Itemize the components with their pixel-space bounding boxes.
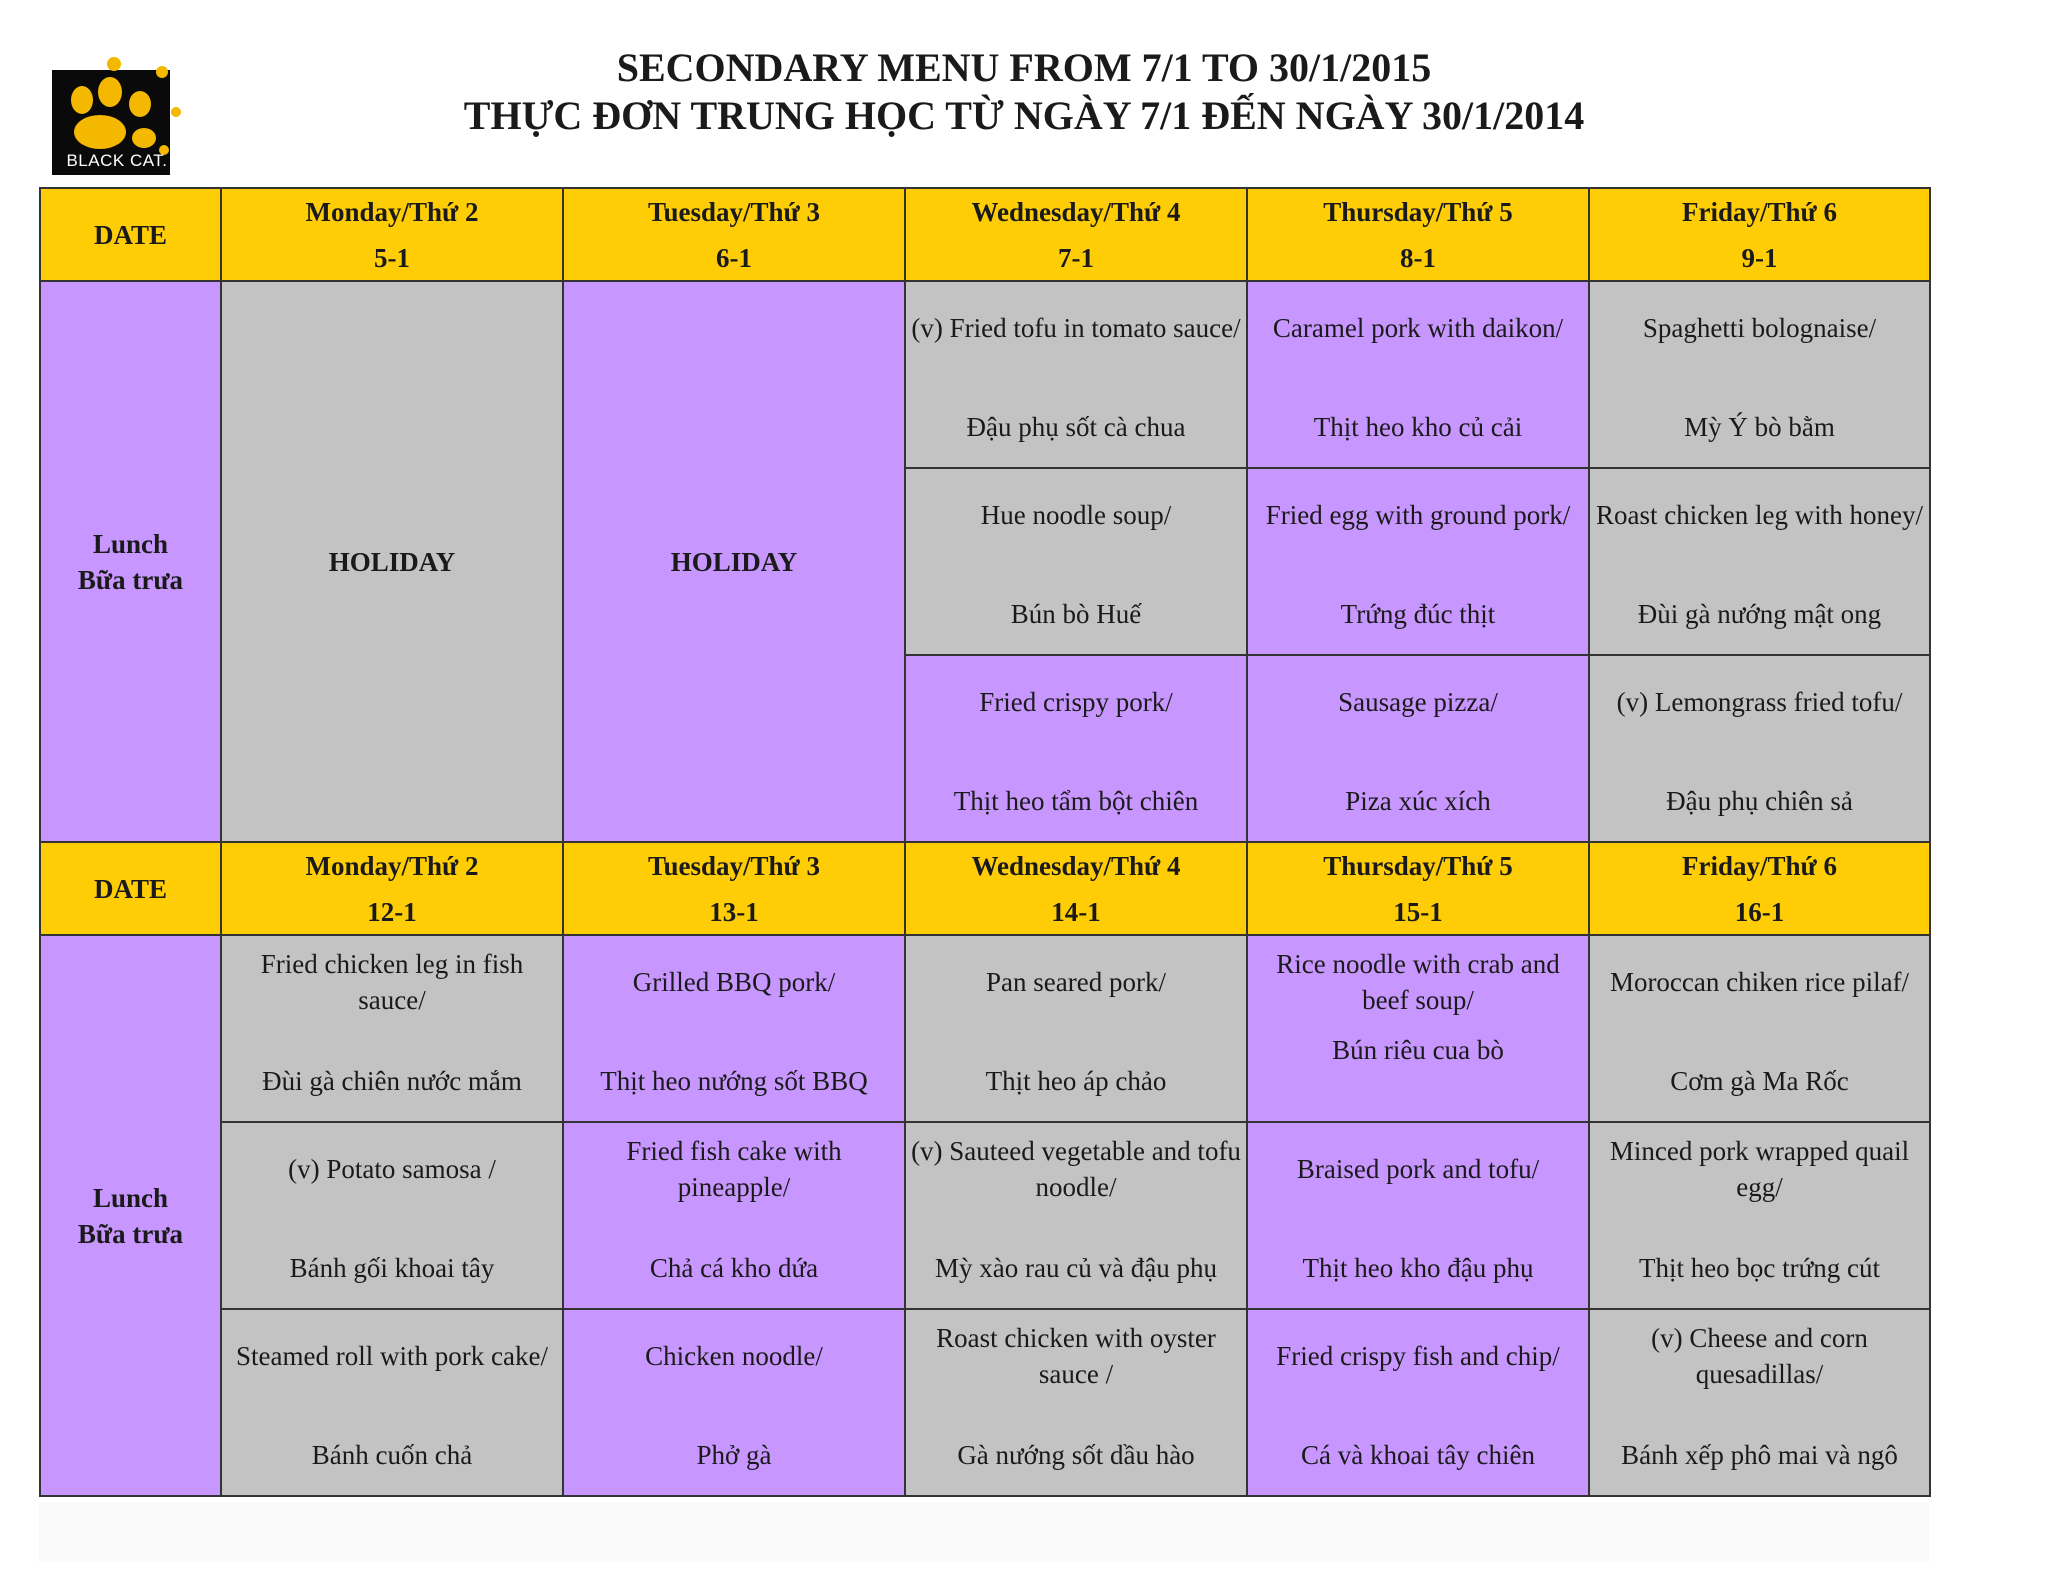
menu-cell: (v) Sauteed vegetable and tofu noodle/ Mỳ xào rau củ và đậu phụ (905, 1122, 1247, 1309)
menu-cell: Pan seared pork/ Thịt heo áp chảo (905, 935, 1247, 1122)
menu-cell: Fried crispy fish and chip/ Cá và khoai tây chiên (1247, 1309, 1589, 1496)
menu-cell: Roast chicken leg with honey/ Đùi gà nướng mật ong (1589, 468, 1930, 655)
menu-cell: Braised pork and tofu/ Thịt heo kho đậu phụ (1247, 1122, 1589, 1309)
holiday-cell: HOLIDAY (563, 281, 905, 842)
day-header-wednesday: Wednesday/Thứ 4 7-1 (905, 188, 1247, 281)
title-vietnamese: THỰC ĐƠN TRUNG HỌC TỪ NGÀY 7/1 ĐẾN NGÀY 30/1/2014 (463, 93, 1585, 138)
day-header-thursday: Thursday/Thứ 5 15-1 (1247, 842, 1589, 935)
day-header-friday: Friday/Thứ 6 9-1 (1589, 188, 1930, 281)
holiday-cell: HOLIDAY (221, 281, 563, 842)
date-label: DATE (40, 188, 221, 281)
menu-cell: Fried crispy pork/ Thịt heo tẩm bột chiên (905, 655, 1247, 842)
week2-header-row (40, 842, 1930, 935)
day-header-tuesday: Tuesday/Thứ 3 13-1 (563, 842, 905, 935)
menu-cell: Spaghetti bolognaise/ Mỳ Ý bò bằm (1589, 281, 1930, 468)
menu-cell: Steamed roll with pork cake/ Bánh cuốn chả (221, 1309, 563, 1496)
page-title (0, 44, 2048, 140)
menu-cell: (v) Lemongrass fried tofu/ Đậu phụ chiên sả (1589, 655, 1930, 842)
menu-cell: Sausage pizza/ Piza xúc xích (1247, 655, 1589, 842)
day-header-tuesday: Tuesday/Thứ 3 6-1 (563, 188, 905, 281)
menu-cell: Fried fish cake with pineapple/ Chả cá kho dứa (563, 1122, 905, 1309)
menu-cell: (v) Cheese and corn quesadillas/ Bánh xếp phô mai và ngô (1589, 1309, 1930, 1496)
menu-cell: Fried chicken leg in fish sauce/ Đùi gà chiên nước mắm (221, 935, 563, 1122)
day-header-monday: Monday/Thứ 2 5-1 (221, 188, 563, 281)
menu-cell: (v) Fried tofu in tomato sauce/ Đậu phụ sốt cà chua (905, 281, 1247, 468)
week1-header-row (40, 188, 1930, 281)
table-row (40, 281, 1930, 468)
lunch-label: Lunch Bữa trưa (40, 281, 221, 842)
menu-cell: Moroccan chiken rice pilaf/ Cơm gà Ma Rốc (1589, 935, 1930, 1122)
menu-cell: Chicken noodle/ Phở gà (563, 1309, 905, 1496)
table-row (40, 1309, 1930, 1496)
menu-cell: Hue noodle soup/ Bún bò Huế (905, 468, 1247, 655)
menu-table (39, 187, 1931, 1497)
title-english: SECONDARY MENU FROM 7/1 TO 30/1/2015 (616, 45, 1432, 90)
menu-cell: (v) Potato samosa / Bánh gối khoai tây (221, 1122, 563, 1309)
table-row (40, 935, 1930, 1122)
date-label: DATE (40, 842, 221, 935)
menu-cell: Caramel pork with daikon/ Thịt heo kho củ cải (1247, 281, 1589, 468)
logo-text: BLACK CAT. (66, 151, 168, 170)
menu-cell: Fried egg with ground pork/ Trứng đúc thịt (1247, 468, 1589, 655)
menu-cell: Roast chicken with oyster sauce / Gà nướng sốt dầu hào (905, 1309, 1247, 1496)
table-row (40, 1122, 1930, 1309)
day-header-wednesday: Wednesday/Thứ 4 14-1 (905, 842, 1247, 935)
menu-cell: Minced pork wrapped quail egg/ Thịt heo bọc trứng cút (1589, 1122, 1930, 1309)
lunch-label: Lunch Bữa trưa (40, 935, 221, 1496)
day-header-thursday: Thursday/Thứ 5 8-1 (1247, 188, 1589, 281)
day-header-friday: Friday/Thứ 6 16-1 (1589, 842, 1930, 935)
menu-cell: Rice noodle with crab and beef soup/ Bún riêu cua bò (1247, 935, 1589, 1122)
footer-strip (39, 1502, 1929, 1562)
menu-cell: Grilled BBQ pork/ Thịt heo nướng sốt BBQ (563, 935, 905, 1122)
day-header-monday: Monday/Thứ 2 12-1 (221, 842, 563, 935)
